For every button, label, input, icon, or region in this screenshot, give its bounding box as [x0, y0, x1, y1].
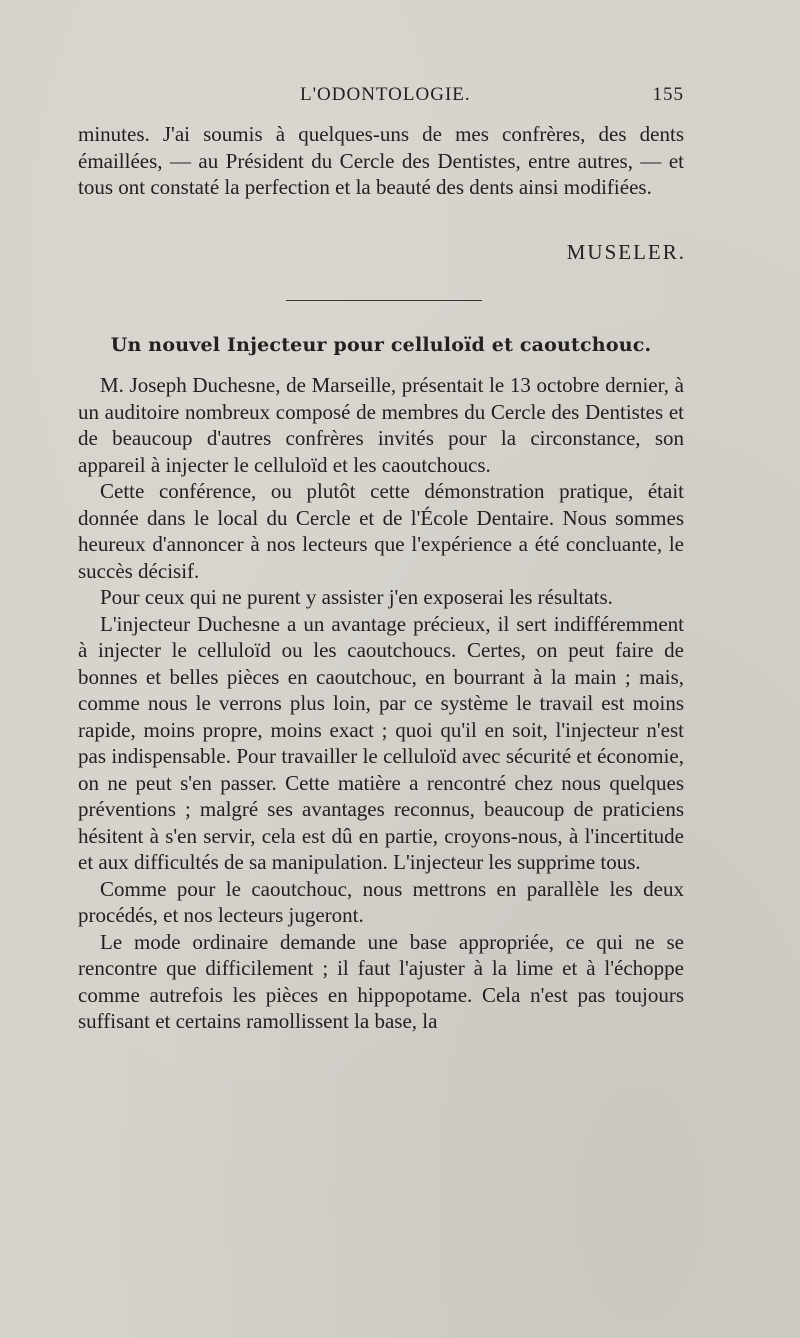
article-body	[78, 372, 684, 1035]
author-signature: MUSELER.	[566, 240, 686, 264]
page-number: 155	[652, 84, 684, 105]
article-heading: Un nouvel Injecteur pour celluloïd et caoutchouc.	[110, 334, 652, 356]
article-paragraph: M. Joseph Duchesne, de Marseille, présentait le 13 octobre dernier, à un auditoire nombreux composé de membres du Cercle des Dentistes et de beaucoup d'autres confrères invités pour la circonstance, son appareil à injecter le celluloïd et les caoutchoucs.	[78, 373, 684, 477]
article-paragraph: Cette conférence, ou plutôt cette démonstration pratique, était donnée dans le local du Cercle et de l'École Dentaire. Nous sommes heureux d'annoncer à nos lecteurs que l'expérience a été concluante, le succès décisif.	[78, 479, 684, 583]
article-paragraph: Pour ceux qui ne purent y assister j'en exposerai les résultats.	[100, 585, 613, 609]
article-paragraph: Le mode ordinaire demande une base appropriée, ce qui ne se rencontre que difficilement ; il faut l'ajuster à la lime et à l'échoppe comme autrefois les pièces en hippopotame. Cela n'est pas toujours suffisant et certains ramollissent la base, la	[78, 929, 684, 1033]
running-title: L'ODONTOLOGIE.	[300, 84, 471, 105]
running-head	[78, 84, 684, 114]
article-paragraph: Comme pour le caoutchouc, nous mettrons en parallèle les deux procédés, et nos lecteurs jugeront.	[78, 876, 684, 927]
article-paragraph: L'injecteur Duchesne a un avantage précieux, il sert indifféremment à injecter le celluloïd ou les caoutchoucs. Certes, on peut faire de bonnes et belles pièces en caoutchouc, en bourrant à la main ; mais, comme nous le verrons plus loin, par ce système le travail est moins rapide, moins propre, moins exact ; quoi qu'il en soit, l'injecteur n'est pas indispensable. Pour travailler le celluloïd avec sécurité et économie, on ne peut s'en passer. Cette matière a rencontré chez nous quelques préventions ; malgré ses avantages reconnus, beaucoup de praticiens hésitent à s'en servir, cela est dû en partie, croyons-nous, à l'incertitude et aux difficultés de sa manipulation. L'injecteur les supprime tous.	[78, 611, 684, 874]
continuation-block	[78, 121, 684, 201]
section-divider	[286, 300, 482, 301]
continuation-paragraph: minutes. J'ai soumis à quelques-uns de mes confrères, des dents émaillées, — au Président du Cercle des Dentistes, entre autres, — et tous ont constaté la perfection et la beauté des dents ainsi modifiées.	[78, 122, 684, 199]
